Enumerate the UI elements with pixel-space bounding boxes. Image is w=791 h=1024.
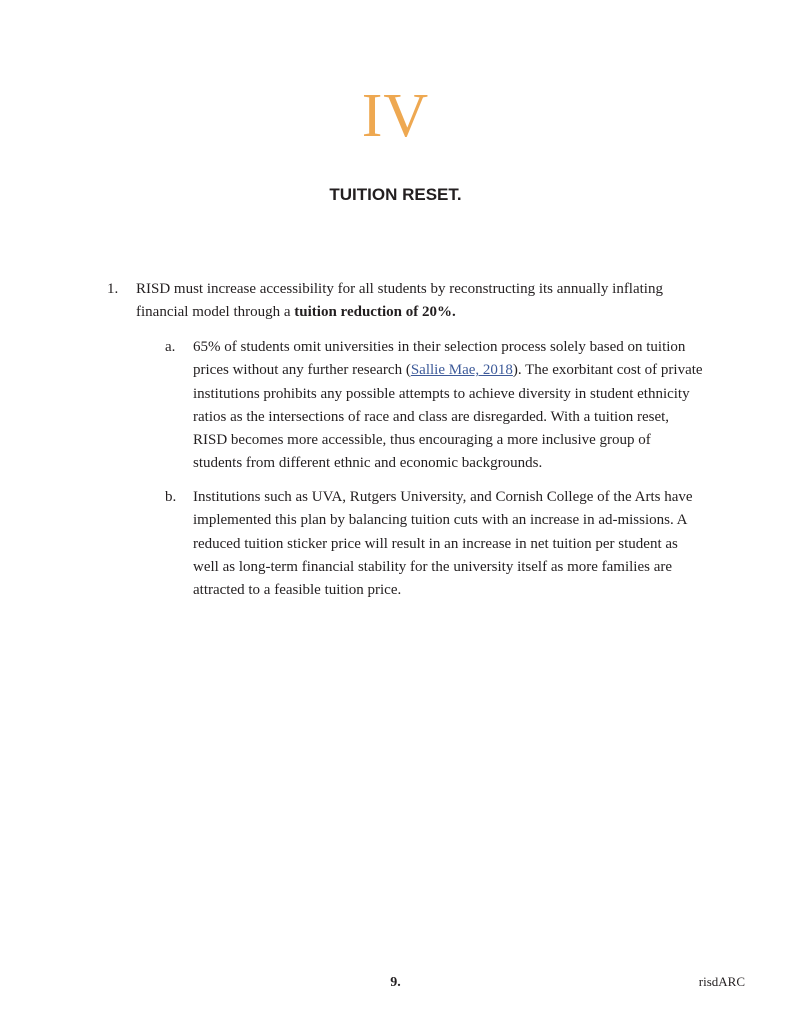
sublist-marker: a. xyxy=(165,339,176,355)
sublist-text-before: 65% of students omit universities in their selection process solely based on tuition prices without any further research ( xyxy=(193,339,686,379)
section-numeral: IV xyxy=(361,82,430,150)
footer-brand: risdARC xyxy=(698,974,745,989)
sublist-marker: b. xyxy=(165,489,177,505)
sublist-item-text: Institutions such as UVA, Rutgers University, and Cornish College of the Arts have implemented this plan by balancing tuition cuts with an increase in ad-missions. A reduced tuition sticker price will result in an increase in net tuition per student as well as long-term financial stability for the university itself as more families are attracted to a feasible tuition price. xyxy=(193,489,693,599)
sublist-item-text xyxy=(193,336,703,476)
list-item-text-plain: RISD must increase accessibility for all students by reconstructing its annually inflating financial model through a xyxy=(136,281,663,321)
list-item-text xyxy=(136,278,696,325)
page-number: 9. xyxy=(390,975,401,990)
list-marker: 1. xyxy=(107,281,119,297)
section-title: TUITION RESET. xyxy=(329,185,462,204)
sublist-text-after: ). The exorbitant cost of private institutions prohibits any possible attempts to achieve diversity in student ethnicity ratios as the intersections of race and class are disregarded. With a tuition reset, RISD becomes more accessible, thus encouraging a more inclusive group of students from different ethnic and economic backgrounds. xyxy=(193,362,703,472)
citation-link[interactable]: Sallie Mae, 2018 xyxy=(410,362,513,379)
emphasis-text: tuition reduction of 20%. xyxy=(294,304,456,321)
